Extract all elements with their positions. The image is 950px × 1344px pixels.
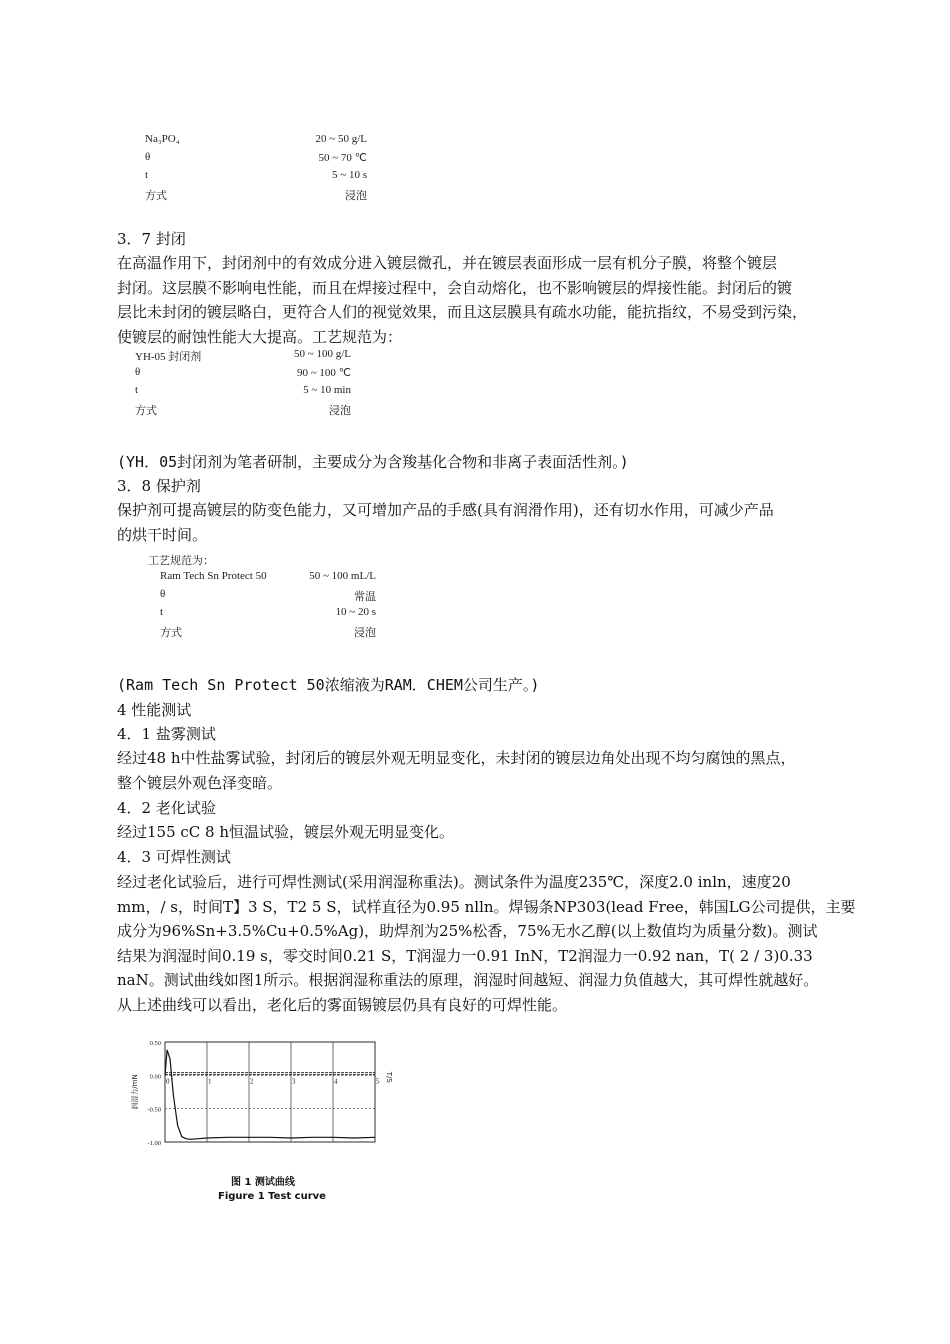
spec-table-1 xyxy=(145,133,367,205)
spec-row xyxy=(160,606,376,624)
spec-key: Na₃PO₄ xyxy=(145,133,180,145)
note-yh05: (YH．05封闭剂为笔者研制，主要成分为含羧基化合物和非离子表面活性剂。) xyxy=(117,453,629,471)
spec-key: Ram Tech Sn Protect 50 xyxy=(160,570,267,582)
spec-key: t xyxy=(135,384,139,396)
text-line: 层比未封闭的镀层略白，更符合人们的视觉效果，而且这层膜具有疏水功能，能抗指纹，不易受到污染， xyxy=(117,303,808,321)
text-line: 从上述曲线可以看出，老化后的雾面锡镀层仍具有良好的可焊性能。 xyxy=(117,995,568,1014)
spec-row xyxy=(160,570,376,588)
spec-row xyxy=(145,133,367,151)
text-line: 封闭。这层膜不影响电性能，而且在焊接过程中，会自动熔化，也不影响镀层的焊接性能。封闭后的镀 xyxy=(117,278,793,297)
figure-caption-cn: 图 1 测试曲线 xyxy=(231,1177,295,1188)
section-3-8-heading: 3．8 保护剂 xyxy=(117,477,201,495)
section-4-3-heading: 4．3 可焊性测试 xyxy=(117,848,231,866)
spec-row xyxy=(145,169,367,187)
spec-table-3 xyxy=(148,552,376,642)
spec-row xyxy=(135,402,351,420)
section-4-2-body xyxy=(117,820,857,845)
spec-row xyxy=(160,624,376,642)
spec-key: 方式 xyxy=(145,190,167,202)
section-4-3-body xyxy=(117,870,857,1017)
y-axis-label: 润湿力/mN xyxy=(131,1074,139,1110)
section-3-8-body xyxy=(117,498,857,547)
note-ram-chem: (Ram Tech Sn Protect 50浓缩液为RAM．CHEM公司生产。) xyxy=(117,676,540,694)
spec-key: t xyxy=(160,606,164,618)
section-4-1-heading: 4．1 盐雾测试 xyxy=(117,725,216,743)
text-line: naN。测试曲线如图1所示。根据润湿称重法的原理，润湿时间越短、润湿力负值越大，其可焊性就越好。 xyxy=(117,971,819,989)
spec-title: 工艺规范为： xyxy=(148,555,214,567)
text-line: 结果为润湿时间0.19 s，零交时间0.21 S，T润湿力一0.91 InN，T2润湿力一0.92 nan，T( 2 / 3)0.33 xyxy=(117,946,813,965)
spec-row xyxy=(160,588,376,606)
spec-key: θ xyxy=(135,366,141,378)
spec-value: 90 ~ 100 ℃ xyxy=(296,367,351,379)
x-tick-label: 4 xyxy=(334,1077,338,1086)
text-line: 成分为96%Sn+3.5%Cu+0.5%Ag)，助焊剂为25%松香，75%无水乙醇(以上数值均为质量分数)。测试 xyxy=(117,922,818,940)
spec-table-2 xyxy=(135,348,351,420)
spec-key: YH-05 封闭剂 xyxy=(135,351,202,363)
x-tick-label: 1 xyxy=(208,1077,212,1086)
spec-row xyxy=(135,348,351,366)
y-tick-label: 0.50 xyxy=(149,1040,161,1047)
spec-row xyxy=(145,151,367,169)
spec-value: 20 ~ 50 g/L xyxy=(315,133,367,145)
spec-value: 浸泡 xyxy=(354,627,376,639)
figure-caption-en: Figure 1 Test curve xyxy=(218,1191,326,1202)
spec-row xyxy=(145,187,367,205)
section-4-2-heading: 4．2 老化试验 xyxy=(117,799,216,817)
section-4-1-body xyxy=(117,746,857,795)
spec-row xyxy=(135,366,351,384)
text-line: 使镀层的耐蚀性能大大提高。工艺规范为： xyxy=(117,327,403,346)
x-axis-label: T/S xyxy=(385,1071,393,1083)
y-tick-label: -0.50 xyxy=(147,1106,161,1114)
plot-frame xyxy=(165,1042,375,1142)
spec-value: 5 ~ 10 min xyxy=(303,384,351,396)
x-tick-label: 3 xyxy=(292,1077,296,1086)
spec-value: 50 ~ 70 ℃ xyxy=(318,152,367,164)
spec-key: θ xyxy=(145,151,151,163)
text-line: 保护剂可提高镀层的防变色能力，又可增加产品的手感(具有润滑作用)，还有切水作用，可减少产品 xyxy=(117,501,774,519)
test-curve-chart xyxy=(125,1030,405,1160)
spec-value: 50 ~ 100 g/L xyxy=(294,348,351,360)
spec-value: 常温 xyxy=(354,591,376,603)
spec-key: 方式 xyxy=(160,627,182,639)
x-tick-label: 0 xyxy=(166,1077,170,1086)
spec-key: θ xyxy=(160,588,166,600)
spec-value: 5 ~ 10 s xyxy=(332,169,367,181)
y-tick-label: -1.00 xyxy=(147,1140,161,1147)
section-4-heading: 4 性能测试 xyxy=(117,701,192,719)
series-line xyxy=(165,1050,375,1139)
spec-value: 10 ~ 20 s xyxy=(335,606,376,618)
text-line: 经过155 cC 8 h恒温试验，镀层外观无明显变化。 xyxy=(117,823,455,841)
spec-key: t xyxy=(145,169,149,181)
x-tick-label: 2 xyxy=(250,1077,254,1086)
spec-value: 浸泡 xyxy=(345,190,367,202)
text-line: 整个镀层外观色泽变暗。 xyxy=(117,773,283,792)
y-tick-label: 0.00 xyxy=(149,1073,161,1081)
spec-value: 50 ~ 100 mL/L xyxy=(309,570,376,582)
text-line: 在高温作用下，封闭剂中的有效成分进入镀层微孔，并在镀层表面形成一层有机分子膜，将整个镀层 xyxy=(117,254,778,272)
spec-row xyxy=(135,384,351,402)
spec-value: 浸泡 xyxy=(329,405,351,417)
text-line: 经过48 h中性盐雾试验，封闭后的镀层外观无明显变化，未封闭的镀层边角处出现不均匀腐蚀的黑点， xyxy=(117,749,796,767)
text-line: 经过老化试验后，进行可焊性测试(采用润湿称重法)。测试条件为温度235℃，深度2.0 inln，速度20 xyxy=(117,873,791,891)
text-line: mm，/ s，时间T】3 S，T2 5 S，试样直径为0.95 nlln。焊锡条NP303(lead Free，韩国LG公司提供，主要 xyxy=(117,897,856,916)
spec-key: 方式 xyxy=(135,405,157,417)
x-tick-label: 5 xyxy=(376,1077,380,1086)
text-line: 的烘干时间。 xyxy=(117,525,208,544)
section-3-7-heading: 3．7 封闭 xyxy=(117,230,186,248)
section-3-7-body xyxy=(117,251,857,349)
